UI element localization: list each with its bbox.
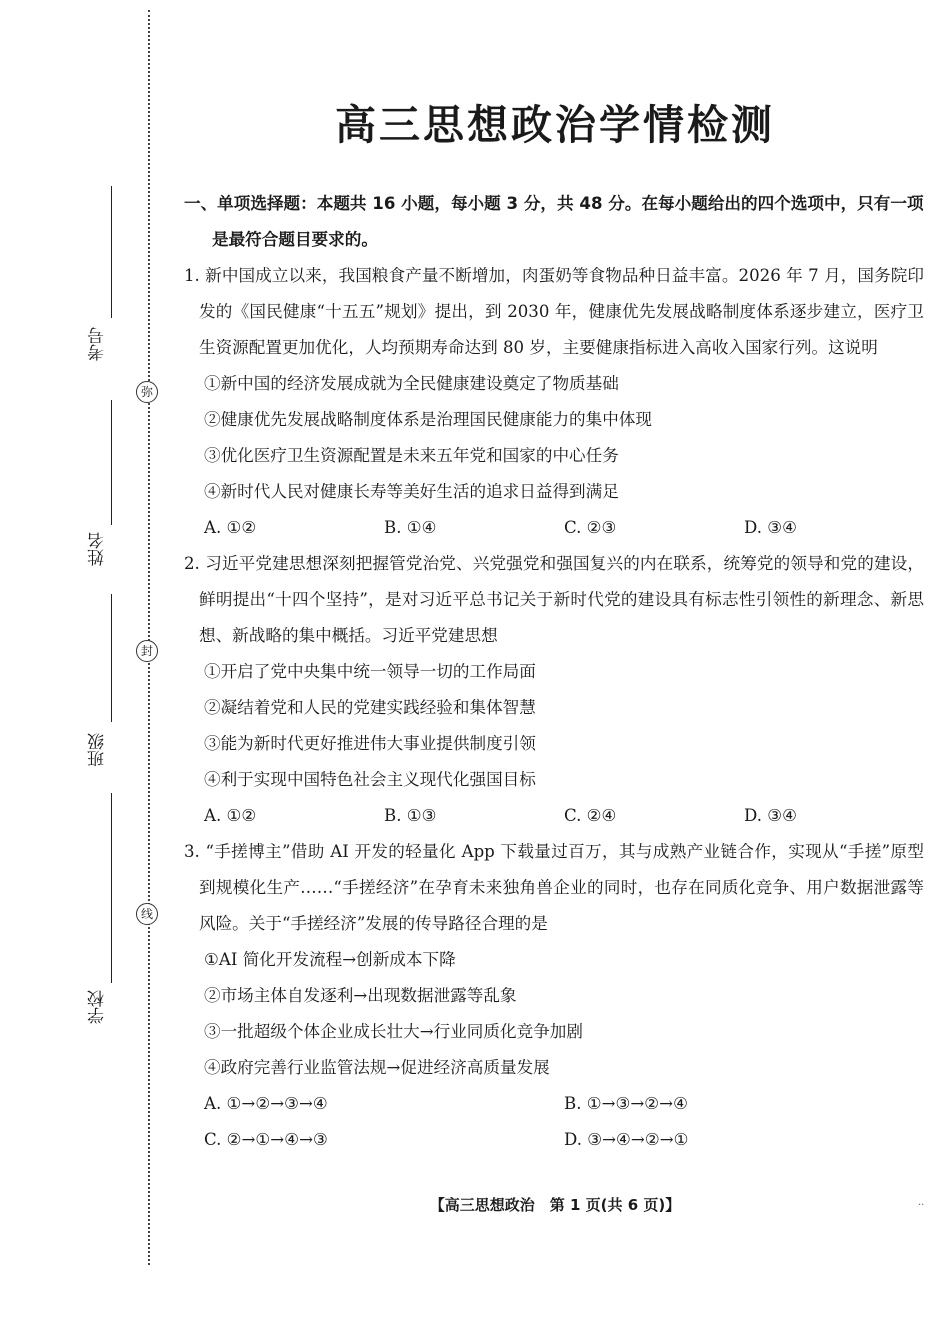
scan-speck: ·· (918, 1200, 925, 1211)
choice-d: D. ③→④→②→① (564, 1130, 689, 1149)
exam-number-field (111, 186, 112, 318)
choice-a: A. ①② (204, 806, 257, 825)
class-label: 班级 (88, 733, 108, 767)
name-field (111, 400, 112, 525)
question-2 (184, 546, 924, 834)
binding-margin (0, 0, 160, 1344)
section-heading (184, 186, 924, 258)
choice-a: A. ①② (204, 518, 257, 537)
seal-mark-xian: 线 (136, 903, 158, 925)
choice-c: C. ②→①→④→③ (204, 1130, 328, 1149)
choice-d: D. ③④ (744, 806, 798, 825)
statement-option: ④利于实现中国特色社会主义现代化强国目标 (204, 770, 536, 789)
question-3 (184, 834, 924, 1158)
seal-mark-feng: 封 (136, 640, 158, 662)
choice-b: B. ①③ (384, 806, 437, 825)
page-footer: 【高三思想政治 第 1 页(共 6 页)】 (429, 1196, 681, 1214)
choice-a: A. ①→②→③→④ (204, 1094, 328, 1113)
choice-c: C. ②③ (564, 518, 617, 537)
statement-option: ④政府完善行业监管法规→促进经济高质量发展 (204, 1058, 550, 1077)
choice-d: D. ③④ (744, 518, 798, 537)
section-heading-line2: 是最符合题目要求的。 (212, 230, 378, 249)
page-title: 高三思想政治学情检测 (335, 101, 775, 149)
exam-content (184, 186, 924, 1158)
answer-choices (184, 1122, 924, 1158)
answer-choices (184, 510, 924, 546)
statement-option: ②健康优先发展战略制度体系是治理国民健康能力的集中体现 (204, 410, 653, 429)
statement-option: ③一批超级个体企业成长壮大→行业同质化竞争加剧 (204, 1022, 583, 1041)
statement-option: ②市场主体自发逐利→出现数据泄露等乱象 (204, 986, 517, 1005)
statement-option: ③能为新时代更好推进伟大事业提供制度引领 (204, 734, 536, 753)
class-field (111, 594, 112, 722)
exam-number-label: 考号 (88, 327, 108, 361)
question-stem: 1. 新中国成立以来，我国粮食产量不断增加，肉蛋奶等食物品种日益丰富。2026 年 7 月，国务院印发的《国民健康“十五五”规划》提出，到 2030 年，健康优先发展战略制度体系逐步建立，医疗卫生资源配置更加优化，人均预期寿命达到 80 岁，主要健康指标进入高收入国家行列。这说明 (184, 266, 924, 357)
statement-option: ④新时代人民对健康长寿等美好生活的追求日益得到满足 (204, 482, 619, 501)
statement-option: ③优化医疗卫生资源配置是未来五年党和国家的中心任务 (204, 446, 619, 465)
name-label: 姓名 (88, 532, 108, 566)
question-stem: 2. 习近平党建思想深刻把握管党治党、兴党强党和强国复兴的内在联系，统筹党的领导和党的建设，鲜明提出“十四个坚持”，是对习近平总书记关于新时代党的建设具有标志性引领性的新理念、新思想、新战略的集中概括。习近平党建思想 (184, 554, 924, 645)
answer-choices (184, 798, 924, 834)
choice-b: B. ①④ (384, 518, 437, 537)
seal-dotted-line (148, 10, 150, 1265)
seal-mark-mi: 弥 (136, 381, 158, 403)
choice-c: C. ②④ (564, 806, 617, 825)
statement-option: ①开启了党中央集中统一领导一切的工作局面 (204, 662, 536, 681)
school-field (111, 793, 112, 983)
statement-option: ①新中国的经济发展成就为全民健康建设奠定了物质基础 (204, 374, 619, 393)
statement-option: ②凝结着党和人民的党建实践经验和集体智慧 (204, 698, 536, 717)
section-heading-line1: 一、单项选择题：本题共 16 小题，每小题 3 分，共 48 分。在每小题给出的四个选项中，只有一项 (184, 194, 924, 213)
statement-option: ①AI 简化开发流程→创新成本下降 (204, 950, 456, 969)
choice-b: B. ①→③→②→④ (564, 1094, 688, 1113)
school-label: 学校 (88, 990, 108, 1024)
question-stem: 3. “手搓博主”借助 AI 开发的轻量化 App 下载量过百万，其与成熟产业链合作，实现从“手搓”原型到规模化生产……“手搓经济”在孕育未来独角兽企业的同时，也存在同质化竞争、用户数据泄露等风险。关于“手搓经济”发展的传导路径合理的是 (184, 842, 924, 933)
answer-choices (184, 1086, 924, 1122)
question-1 (184, 258, 924, 546)
